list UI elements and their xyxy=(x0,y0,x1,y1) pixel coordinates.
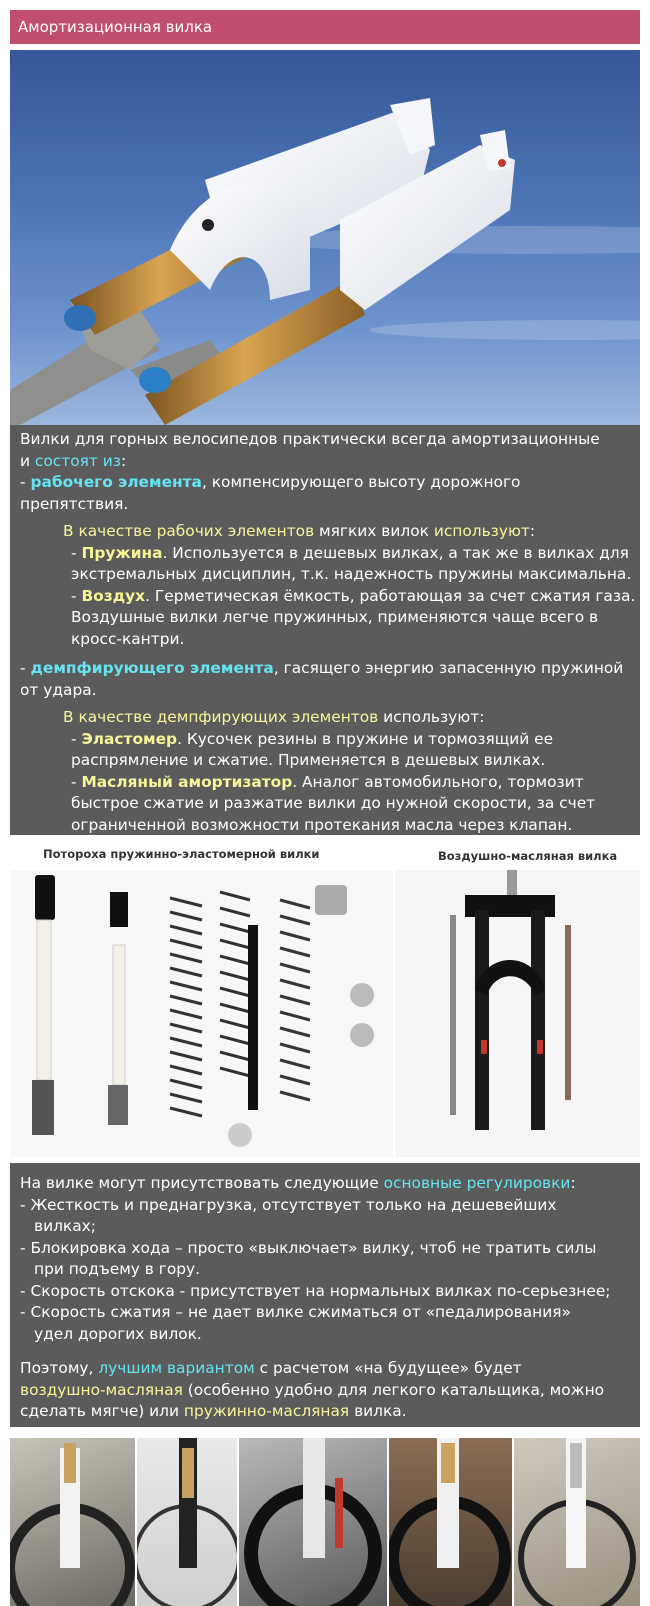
dash: - xyxy=(20,659,31,677)
air-oil-fork-illustration xyxy=(395,870,640,1157)
body-line: экстремальных дисциплин, т.к. надежность пружины максимальна. xyxy=(71,565,632,583)
body-line: от удара. xyxy=(20,680,97,699)
fork-photo-4 xyxy=(389,1438,512,1606)
body-line: кросс-кантри. xyxy=(71,629,185,648)
fork-photo-4-illustration xyxy=(389,1438,512,1606)
body-text: , гасящего энергию запасенную пружиной xyxy=(273,659,624,677)
conclusion-line xyxy=(20,1401,630,1423)
air-name: Воздух xyxy=(81,586,146,605)
adjust-item-cont: удел дорогих вилок. xyxy=(34,1324,202,1343)
elastomer-item xyxy=(20,729,630,751)
highlight-damp-element: демпфирующего элемента xyxy=(30,659,274,677)
body-text: (особенно удобно для легкого катальщика, можно xyxy=(182,1380,605,1399)
spring-item xyxy=(20,543,630,565)
fork-components-panel xyxy=(10,425,640,835)
adjust-item: - Жесткость и преднагрузка, отсутствует только на дешевейших xyxy=(20,1195,557,1214)
hero-fork-photo xyxy=(10,50,640,425)
body-line: распрямление и сжатие. Применяется в дешевых вилках. xyxy=(71,751,546,769)
body-text: сделать мягче) или xyxy=(20,1402,184,1420)
conclusion-line xyxy=(20,1358,630,1380)
body-text: : xyxy=(570,1174,576,1192)
highlight-consists-of: состоят из xyxy=(34,451,121,470)
highlight-air-oil: воздушно-масляная xyxy=(20,1380,183,1399)
body-line: препятствия. xyxy=(20,494,129,513)
intro-line xyxy=(20,451,630,473)
fork-photo-2-illustration xyxy=(137,1438,237,1606)
fork-photo-2 xyxy=(137,1438,237,1606)
body-text: . Используется в дешевых вилках, а так же в вилках для xyxy=(162,543,629,562)
dash: - xyxy=(71,729,82,748)
conclusion-line xyxy=(20,1380,630,1402)
body-text: На вилке могут присутствовать следующие xyxy=(20,1174,384,1192)
spring-name: Пружина xyxy=(81,543,163,562)
body-line: Воздушные вилки легче пружинных, применяются чаще всего в xyxy=(71,608,599,626)
caption-spring-elastomer: Потороха пружинно-эластомерной вилки xyxy=(43,847,320,861)
dash: - xyxy=(71,772,82,791)
damp-element-heading xyxy=(20,658,630,680)
highlight-damp-elements: В качестве демпфирующих элементов xyxy=(63,708,379,726)
work-sub-heading xyxy=(20,521,630,543)
highlight-work-elements: В качестве рабочих элементов xyxy=(63,522,315,540)
adjust-item: - Блокировка хода – просто «выключает» вилку, чтоб не тратить силы xyxy=(20,1238,597,1257)
fork-photo-5-illustration xyxy=(514,1438,640,1606)
body-line: быстрое сжатие и разжатие вилки до нужной скорости, за счет xyxy=(71,794,596,812)
adjust-intro xyxy=(20,1173,630,1195)
body-text: с расчетом «на будущее» будет xyxy=(254,1359,522,1377)
air-item xyxy=(20,586,636,608)
work-element-heading xyxy=(20,472,630,494)
fork-photo-3-illustration xyxy=(239,1438,387,1606)
highlight-main-adjustments: основные регулировки xyxy=(383,1174,571,1192)
spring-elastomer-internals-photo xyxy=(10,870,393,1157)
dash: - xyxy=(71,586,82,605)
adjust-item-cont: при подъему в гору. xyxy=(34,1260,201,1278)
body-text: Поэтому, xyxy=(20,1359,99,1377)
internals-illustration xyxy=(10,870,393,1157)
adjust-item-cont: вилках; xyxy=(34,1217,96,1235)
dash: - xyxy=(71,543,82,562)
highlight-spring-oil: пружинно-масляная xyxy=(183,1402,350,1420)
adjust-item: - Скорость отскока - присутствует на нормальных вилках по-серьезнее; xyxy=(20,1281,611,1300)
body-line: ограниченной возможности протекания масла через клапан. xyxy=(71,815,573,834)
fork-photo-3 xyxy=(239,1438,387,1606)
oil-damper-name: Масляный амортизатор xyxy=(81,772,293,791)
body-text: используют: xyxy=(378,708,485,726)
oil-damper-item xyxy=(20,772,630,794)
intro-line: Вилки для горных велосипедов практически всегда амортизационные xyxy=(20,430,600,448)
body-text: мягких вилок xyxy=(314,522,434,540)
fork-photo-1-illustration xyxy=(10,1438,135,1606)
intro-text: : xyxy=(120,451,127,470)
elastomer-name: Эластомер xyxy=(81,729,178,748)
body-text: . Аналог автомобильного, тормозит xyxy=(292,772,584,791)
fork-photo-1 xyxy=(10,1438,135,1606)
air-oil-fork-photo xyxy=(395,870,640,1157)
body-text: вилка. xyxy=(349,1402,407,1420)
highlight-work-element: рабочего элемента xyxy=(30,473,202,491)
highlight-use: используют xyxy=(433,522,530,540)
dash: - xyxy=(20,473,31,491)
adjustments-panel xyxy=(10,1163,640,1427)
adjust-item: - Скорость сжатия – не дает вилке сжиматься от «педалирования» xyxy=(20,1303,571,1321)
body-text: . Герметическая ёмкость, работающая за счет сжатия газа. xyxy=(145,586,636,605)
damp-sub-heading xyxy=(20,707,630,729)
page-title: Амортизационная вилка xyxy=(10,10,640,44)
caption-air-oil: Воздушно-масляная вилка xyxy=(438,849,618,863)
fork-photo-5 xyxy=(514,1438,640,1606)
body-text: , компенсирующего высоту дорожного xyxy=(201,473,521,491)
intro-text: и xyxy=(20,451,35,470)
body-text: . Кусочек резины в пружине и тормозящий ее xyxy=(177,729,554,748)
body-text: : xyxy=(529,522,536,540)
highlight-best-option: лучшим вариантом xyxy=(98,1359,255,1377)
fork-illustration xyxy=(10,50,640,425)
